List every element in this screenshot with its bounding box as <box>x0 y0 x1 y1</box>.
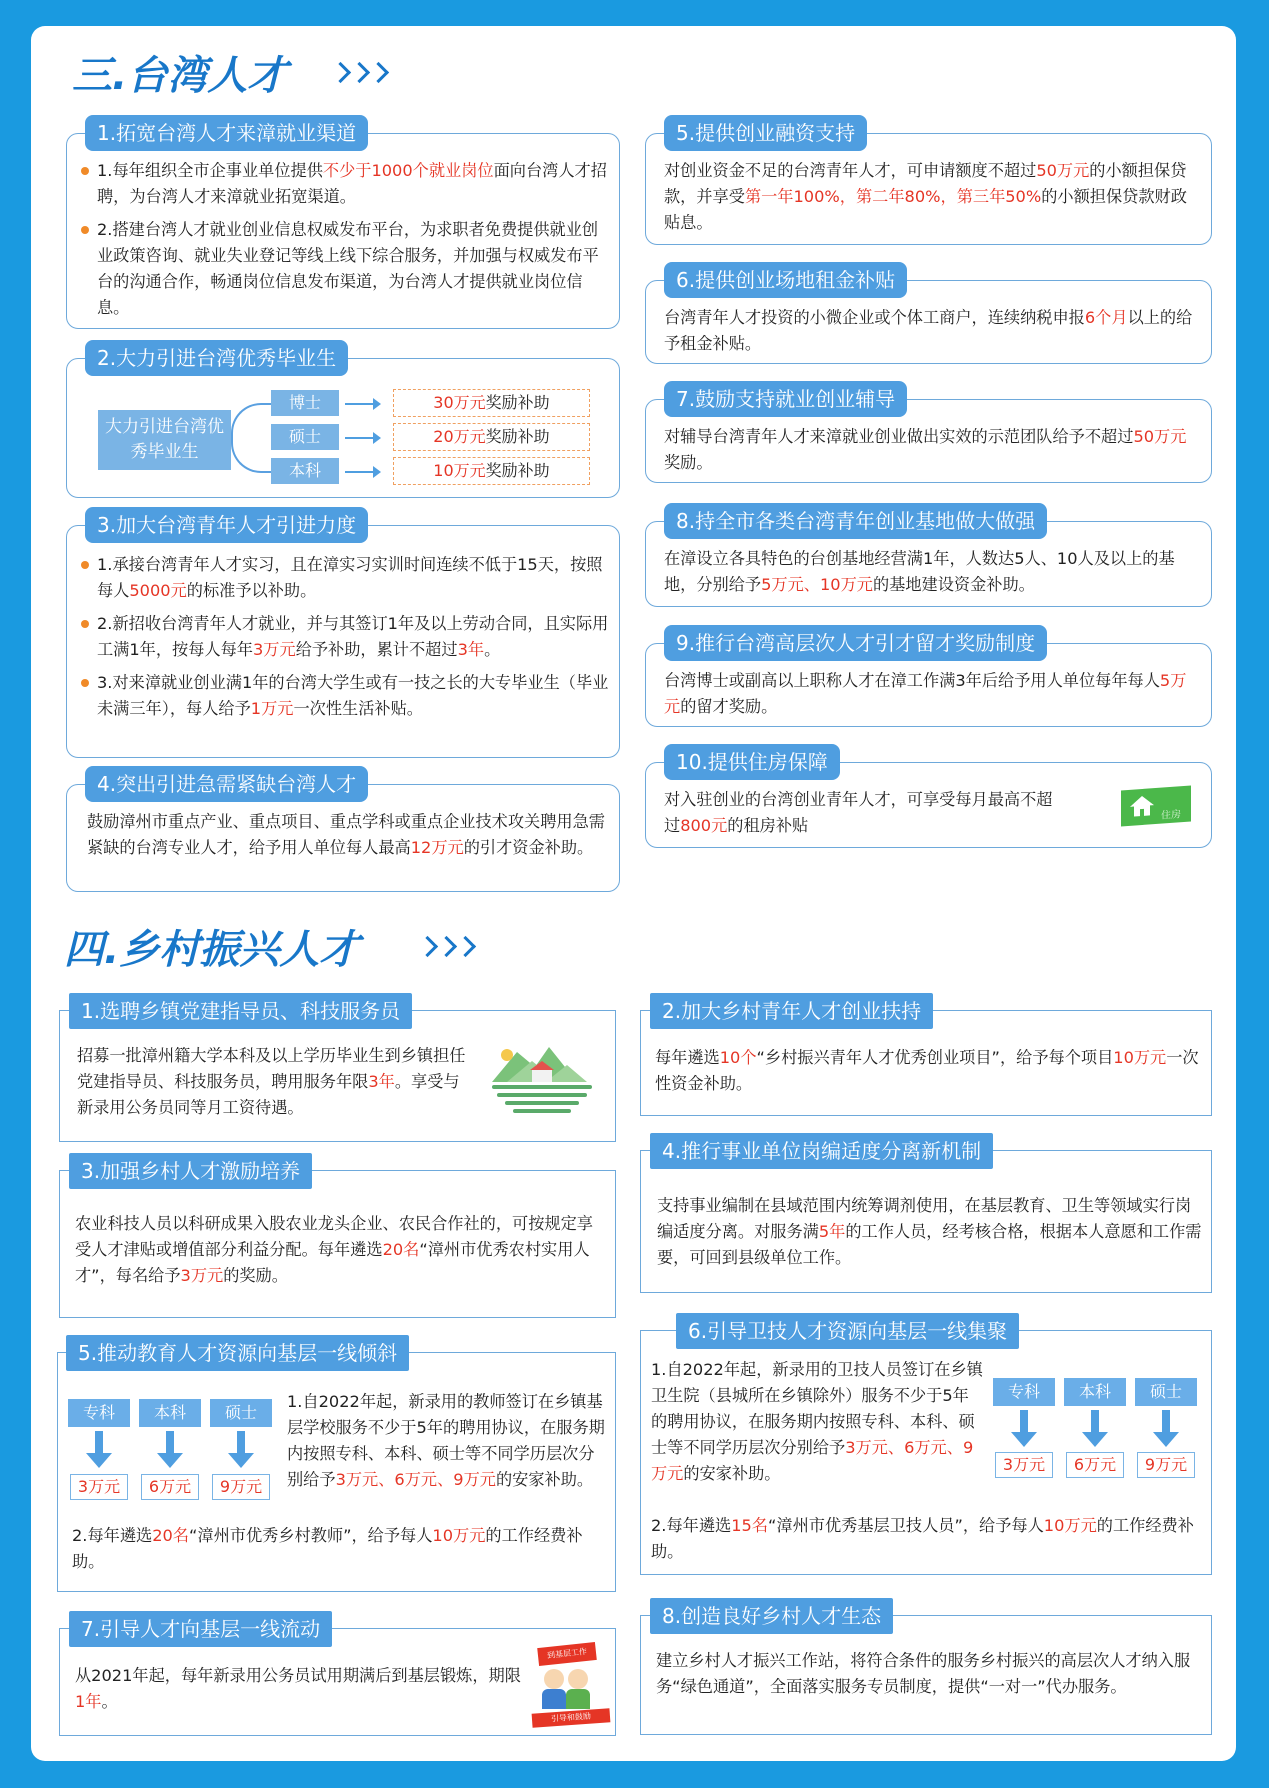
reward-row: 30万元奖励补助 <box>393 389 590 417</box>
degree-tag: 专科 <box>68 1399 130 1427</box>
bullet-item: 3.对来漳就业创业满1年的台湾大学生或有一技之长的大专毕业生（毕业未满三年），每人给予1万元一次性生活补贴。 <box>81 670 609 722</box>
card-title: 6.引导卫技人才资源向基层一线集聚 <box>676 1313 1019 1349</box>
reward-row: 10万元奖励补助 <box>393 457 590 485</box>
bullet-item: 1.承接台湾青年人才实习，且在漳实习实训时间连续不低于15天，按照每人5000元的标准予以补助。 <box>81 552 609 604</box>
tw-card-10: 10.提供住房保障 对入驻创业的台湾创业青年人才，可享受每月最高不超过800元的租房补贴 住房 <box>645 762 1212 848</box>
cadres-illustration-icon: 到基层工作 引导和鼓励 <box>532 1645 612 1727</box>
rural-card-3: 3.加强乡村人才激励培养 农业科技人员以科研成果入股农业龙头企业、农民合作社的，可按规定享受人才津贴或增值部分利益分配。每年遴选20名“漳州市优秀农村实用人才”，每名给予3万元的奖励。 <box>59 1170 616 1318</box>
card-title: 2.大力引进台湾优秀毕业生 <box>85 340 348 376</box>
card-title: 4.突出引进急需紧缺台湾人才 <box>85 766 368 802</box>
arrow-icon <box>345 403 375 405</box>
down-arrow-icon <box>1020 1410 1028 1432</box>
down-arrow-icon <box>1162 1410 1170 1432</box>
rural-card-5: 5.推动教育人才资源向基层一线倾斜 专科 本科 硕士 3万元 6万元 9万元 1.自2022年起，新录用的教师签订在乡镇基层学校服务不少于5年的聘用协议，在服务期内按照专科、本科、硕士等不同学历层次分别给予3万元、6万元、9万元的安家补助。 2.每年遴选20名“漳州市优秀乡村教师”，给予每人10万元的工作经费补助。 <box>57 1352 616 1592</box>
down-arrow-icon <box>228 1453 254 1468</box>
tw-card-3 <box>66 513 620 758</box>
down-arrow-icon <box>237 1431 245 1453</box>
bullet-item: 2.搭建台湾人才就业创业信息权威发布平台，为求职者免费提供就业创业政策咨询、就业失业登记等线上线下综合服务，并加强与权威发布平台的沟通合作，畅通岗位信息发布渠道，为台湾人才提供就业岗位信息。 <box>81 217 609 321</box>
bullet-item: 2.新招收台湾青年人才就业，并与其签订1年及以上劳动合同，且实际用工满1年，按每人每年3万元给予补助，累计不超过3年。 <box>81 611 609 663</box>
card-title: 7.引导人才向基层一线流动 <box>69 1611 332 1647</box>
tw-card-7: 7.鼓励支持就业创业辅导 对辅导台湾青年人才来漳就业创业做出实效的示范团队给予不超过50万元奖励。 <box>645 399 1212 483</box>
card-title: 1.选聘乡镇党建指导员、科技服务员 <box>69 993 412 1029</box>
amount-box: 3万元 <box>70 1474 128 1500</box>
rural-card-7: 7.引导人才向基层一线流动 从2021年起，每年新录用公务员试用期满后到基层锻炼，期限1年。 到基层工作 引导和鼓励 <box>59 1628 616 1736</box>
degree-tag: 专科 <box>993 1378 1055 1406</box>
card-title: 4.推行事业单位岗编适度分离新机制 <box>650 1133 993 1169</box>
down-arrow-icon <box>1011 1432 1037 1447</box>
amount-box: 3万元 <box>995 1452 1053 1478</box>
amount-box: 9万元 <box>212 1474 270 1500</box>
card-title: 7.鼓励支持就业创业辅导 <box>664 381 907 417</box>
reward-row: 20万元奖励补助 <box>393 423 590 451</box>
village-landscape-icon <box>487 1037 597 1123</box>
graduate-label: 大力引进台湾优秀毕业生 <box>98 410 231 470</box>
amount-box: 6万元 <box>141 1474 199 1500</box>
down-arrow-icon <box>1153 1432 1179 1447</box>
card-title: 6.提供创业场地租金补贴 <box>664 262 907 298</box>
card-title: 9.推行台湾高层次人才引才留才奖励制度 <box>664 625 1047 661</box>
card-title: 2.加大乡村青年人才创业扶持 <box>650 993 933 1029</box>
rural-card-1: 1.选聘乡镇党建指导员、科技服务员 招募一批漳州籍大学本科及以上学历毕业生到乡镇担任党建指导员、科技服务员，聘用服务年限3年。享受与新录用公务员同等月工资待遇。 <box>59 1010 616 1142</box>
tw-card-9: 9.推行台湾高层次人才引才留才奖励制度 台湾博士或副高以上职称人才在漳工作满3年后给予用人单位每年每人5万元的留才奖励。 <box>645 643 1212 727</box>
down-arrow-icon <box>1091 1410 1099 1432</box>
house-icon: 住房 <box>1121 786 1191 827</box>
rural-card-2: 2.加大乡村青年人才创业扶持 每年遴选10个“乡村振兴青年人才优秀创业项目”，给予每个项目10万元一次性资金补助。 <box>640 1010 1212 1116</box>
down-arrow-icon <box>157 1453 183 1468</box>
arrow-icon <box>345 437 375 439</box>
tw-card-6: 6.提供创业场地租金补贴 台湾青年人才投资的小微企业或个体工商户，连续纳税申报6个月以上的给予租金补贴。 <box>645 280 1212 364</box>
degree-master: 硕士 <box>271 424 339 450</box>
tw-card-1 <box>66 121 620 329</box>
degree-doctor: 博士 <box>271 390 339 416</box>
down-arrow-icon <box>86 1453 112 1468</box>
degree-tag: 本科 <box>139 1399 201 1427</box>
degree-tag: 硕士 <box>1135 1378 1197 1406</box>
card-title: 5.推动教育人才资源向基层一线倾斜 <box>66 1335 409 1371</box>
section-title-taiwan: 三.台湾人才 <box>72 53 288 99</box>
amount-box: 6万元 <box>1066 1452 1124 1478</box>
tw-card-5: 5.提供创业融资支持 对创业资金不足的台湾青年人才，可申请额度不超过50万元的小额担保贷款，并享受第一年100%，第二年80%，第三年50%的小额担保贷款财政贴息。 <box>645 133 1212 245</box>
down-arrow-icon <box>1082 1432 1108 1447</box>
tw-card-8: 8.持全市各类台湾青年创业基地做大做强 在漳设立各具特色的台创基地经营满1年，人数达5人、10人及以上的基地，分别给予5万元、10万元的基地建设资金补助。 <box>645 521 1212 607</box>
degree-tag: 硕士 <box>210 1399 272 1427</box>
amount-box: 9万元 <box>1137 1452 1195 1478</box>
rural-card-8: 8.创造良好乡村人才生态 建立乡村人才振兴工作站，将符合条件的服务乡村振兴的高层次人才纳入服务“绿色通道”，全面落实服务专员制度，提供“一对一”代办服务。 <box>640 1615 1212 1735</box>
bullet-item: 1.每年组织全市企事业单位提供不少于1000个就业岗位面向台湾人才招聘，为台湾人才来漳就业拓宽渠道。 <box>81 158 609 210</box>
arrow-icon <box>345 471 375 473</box>
down-arrow-icon <box>95 1431 103 1453</box>
section-title-rural: 四.乡村振兴人才 <box>64 927 360 973</box>
card-title: 5.提供创业融资支持 <box>664 115 867 151</box>
card-title: 10.提供住房保障 <box>664 744 840 780</box>
card-title: 8.创造良好乡村人才生态 <box>650 1598 893 1634</box>
degree-tag: 本科 <box>1064 1378 1126 1406</box>
card-title: 3.加大台湾青年人才引进力度 <box>85 507 368 543</box>
rural-card-4: 4.推行事业单位岗编适度分离新机制 支持事业编制在县域范围内统筹调剂使用，在基层教育、卫生等领域实行岗编适度分离。对服务满5年的工作人员，经考核合格，根据本人意愿和工作需要，可回到县级单位工作。 <box>640 1150 1212 1293</box>
down-arrow-icon <box>166 1431 174 1453</box>
degree-bachelor: 本科 <box>271 458 339 484</box>
tw-card-4: 4.突出引进急需紧缺台湾人才 鼓励漳州市重点产业、重点项目、重点学科或重点企业技术攻关聘用急需紧缺的台湾专业人才，给予用人单位每人最高12万元的引才资金补助。 <box>66 784 620 892</box>
card-title: 8.持全市各类台湾青年创业基地做大做强 <box>664 503 1047 539</box>
card-title: 1.拓宽台湾人才来漳就业渠道 <box>85 115 368 151</box>
rural-card-6: 6.引导卫技人才资源向基层一线集聚 1.自2022年起，新录用的卫技人员签订在乡镇卫生院（县城所在乡镇除外）服务不少于5年的聘用协议，在服务期内按照专科、本科、硕士等不同学历层次分别给予3万元、6万元、9万元的安家补助。 专科 本科 硕士 3万元 6万元 9万元 2.每年遴选15名“漳州市优秀基层卫技人员”，给予每人10万元的工作经费补助。 <box>640 1330 1212 1575</box>
card-title: 3.加强乡村人才激励培养 <box>69 1153 312 1189</box>
